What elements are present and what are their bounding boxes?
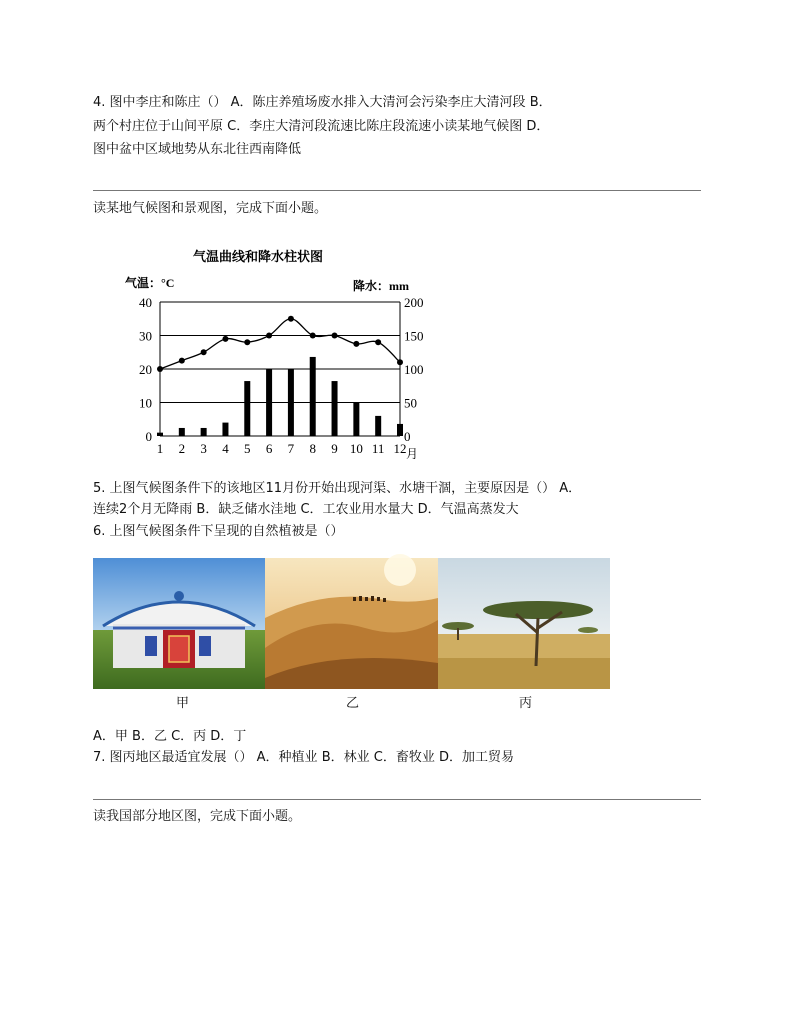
temperature-point xyxy=(244,339,250,345)
temperature-point xyxy=(353,341,359,347)
month-tick-label: 12 xyxy=(393,441,407,456)
q5-line-1: 5. 上图气候图条件下的该地区11月份开始出现河渠、水塘干涸，主要原因是（） A． xyxy=(93,481,582,496)
temperature-curve xyxy=(160,319,400,369)
month-tick-label: 1 xyxy=(156,441,164,456)
chart-title: 气温曲线和降水柱状图 xyxy=(192,249,324,264)
precip-bar xyxy=(266,369,272,436)
temperature-point xyxy=(266,333,272,339)
month-unit-label: 月 xyxy=(406,447,419,461)
temp-tick-label: 20 xyxy=(139,362,152,377)
section-intro-map: 读我国部分地区图，完成下面小题。 xyxy=(93,809,302,824)
divider-1 xyxy=(93,190,701,191)
precip-bar xyxy=(397,424,403,436)
caption-bing: 丙 xyxy=(519,696,533,711)
photo-desert xyxy=(265,558,438,689)
precip-bar xyxy=(332,381,338,436)
month-tick-label: 6 xyxy=(265,441,273,456)
month-tick-label: 3 xyxy=(200,441,207,456)
climate-chart xyxy=(118,240,424,461)
q6-question: 6. 上图气候图条件下呈现的自然植被是（） xyxy=(93,524,344,539)
precip-bar xyxy=(157,433,163,436)
precip-tick-label: 0 xyxy=(404,429,411,444)
q4-line-3: 图中盆中区域地势从东北往西南降低 xyxy=(93,142,302,157)
caption-jia: 甲 xyxy=(176,696,190,711)
temperature-point xyxy=(397,359,403,365)
month-tick-label: 8 xyxy=(309,441,316,456)
q7-question: 7. 图丙地区最适宜发展（） A．种植业 B．林业 C．畜牧业 D．加工贸易 xyxy=(93,750,514,765)
precip-bar xyxy=(201,428,207,436)
temp-axis-label: 气温：°C xyxy=(125,276,175,290)
divider-2 xyxy=(93,799,701,800)
temperature-point xyxy=(179,358,185,364)
q4-line-1: 4. 图中李庄和陈庄（） A．陈庄养殖场废水排入大清河会污染李庄大清河段 B． xyxy=(93,95,552,110)
month-tick-label: 5 xyxy=(244,441,251,456)
temp-tick-label: 0 xyxy=(145,429,152,444)
month-tick-label: 7 xyxy=(287,441,295,456)
temp-tick-label: 10 xyxy=(139,395,152,411)
temperature-point xyxy=(332,333,338,339)
temperature-point xyxy=(201,349,207,355)
temperature-line xyxy=(157,316,403,372)
month-tick-label: 11 xyxy=(371,441,385,456)
precip-bar xyxy=(375,416,381,436)
precip-tick-label: 200 xyxy=(404,295,424,310)
temp-tick-label: 30 xyxy=(139,328,152,344)
month-tick-label: 9 xyxy=(331,441,338,456)
precip-axis-label: 降水：mm xyxy=(353,279,409,293)
precip-tick-label: 150 xyxy=(404,328,424,344)
q4-line-2: 两个村庄位于山间平原 C．李庄大清河段流速比陈庄段流速小读某地气候图 D． xyxy=(93,119,550,134)
precip-bar xyxy=(353,403,359,437)
precip-bar xyxy=(222,423,228,436)
month-tick-label: 2 xyxy=(178,441,186,456)
precip-bar xyxy=(179,428,185,436)
temperature-point xyxy=(222,336,228,342)
precip-bar xyxy=(310,357,316,436)
precip-tick-label: 50 xyxy=(404,395,417,411)
temperature-point xyxy=(157,366,163,372)
month-tick-label: 10 xyxy=(349,441,363,456)
q5-line-2: 连续2个月无降雨 B．缺乏储水洼地 C．工农业用水量大 D．气温高蒸发大 xyxy=(93,502,519,517)
precip-bar xyxy=(244,381,250,436)
temperature-point xyxy=(375,339,381,345)
month-tick-label: 4 xyxy=(222,441,229,456)
photo-yurt xyxy=(93,558,265,689)
precip-tick-label: 100 xyxy=(404,362,424,377)
photo-savanna xyxy=(438,558,610,689)
temp-tick-label: 40 xyxy=(139,295,152,310)
q6-options: A．甲 B．乙 C．丙 D．丁 xyxy=(93,729,247,744)
chart-grid xyxy=(160,302,400,436)
temperature-point xyxy=(310,333,316,339)
caption-yi: 乙 xyxy=(346,696,360,711)
precip-bar xyxy=(288,369,294,436)
section-intro-climate: 读某地气候图和景观图，完成下面小题。 xyxy=(93,201,328,216)
temperature-point xyxy=(288,316,294,322)
